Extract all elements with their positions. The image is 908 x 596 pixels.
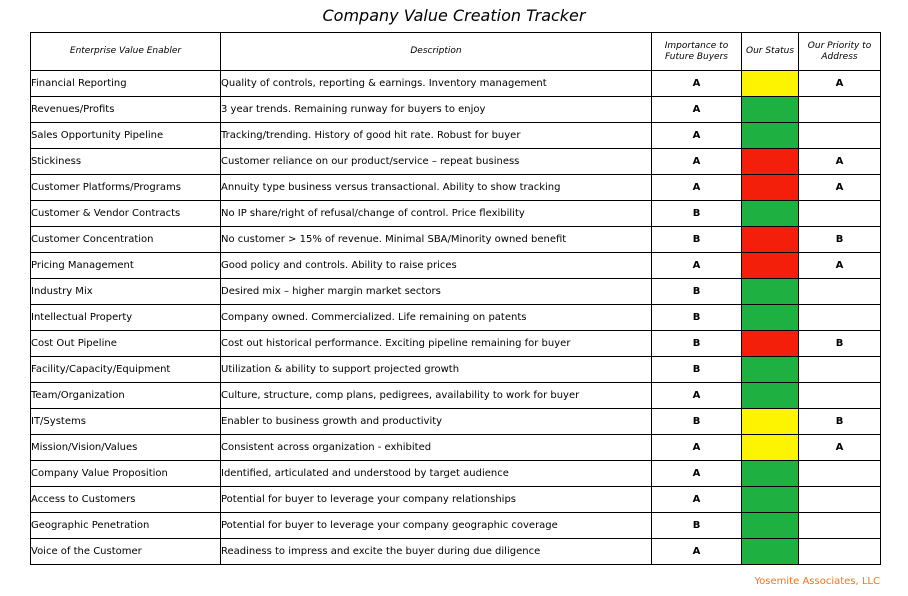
importance-cell: A — [652, 461, 742, 487]
description-cell: Culture, structure, comp plans, pedigrees, availability to work for buyer — [221, 383, 652, 409]
priority-cell: A — [799, 175, 881, 201]
description-cell: Customer reliance on our product/service – repeat business — [221, 149, 652, 175]
table-row — [31, 383, 881, 409]
description-cell: Utilization & ability to support projected growth — [221, 357, 652, 383]
enabler-cell: Company Value Proposition — [31, 461, 221, 487]
enabler-cell: Customer Platforms/Programs — [31, 175, 221, 201]
enabler-cell: Intellectual Property — [31, 305, 221, 331]
importance-cell: B — [652, 409, 742, 435]
priority-cell: A — [799, 435, 881, 461]
enabler-cell: Stickiness — [31, 149, 221, 175]
importance-cell: A — [652, 175, 742, 201]
status-cell — [742, 201, 799, 227]
value-tracker-table — [30, 32, 881, 565]
enabler-cell: Industry Mix — [31, 279, 221, 305]
importance-cell: A — [652, 71, 742, 97]
enabler-cell: IT/Systems — [31, 409, 221, 435]
importance-cell: B — [652, 201, 742, 227]
description-cell: Cost out historical performance. Exciting pipeline remaining for buyer — [221, 331, 652, 357]
status-cell — [742, 409, 799, 435]
priority-cell — [799, 97, 881, 123]
priority-cell: B — [799, 409, 881, 435]
column-header-priority: Our Priority to Address — [799, 33, 881, 71]
priority-cell — [799, 383, 881, 409]
table-row — [31, 227, 881, 253]
enabler-cell: Geographic Penetration — [31, 513, 221, 539]
status-cell — [742, 253, 799, 279]
priority-cell — [799, 123, 881, 149]
priority-cell — [799, 357, 881, 383]
importance-cell: B — [652, 357, 742, 383]
table-row — [31, 71, 881, 97]
table-row — [31, 97, 881, 123]
company-footer: Yosemite Associates, LLC — [754, 576, 880, 587]
table-row — [31, 279, 881, 305]
enabler-cell: Customer Concentration — [31, 227, 221, 253]
table-row — [31, 149, 881, 175]
status-cell — [742, 487, 799, 513]
enabler-cell: Mission/Vision/Values — [31, 435, 221, 461]
status-cell — [742, 227, 799, 253]
table-row — [31, 435, 881, 461]
description-cell: No IP share/right of refusal/change of control. Price flexibility — [221, 201, 652, 227]
enabler-cell: Customer & Vendor Contracts — [31, 201, 221, 227]
importance-cell: A — [652, 149, 742, 175]
table-row — [31, 487, 881, 513]
column-header-importance: Importance to Future Buyers — [652, 33, 742, 71]
table-row — [31, 357, 881, 383]
status-cell — [742, 149, 799, 175]
enabler-cell: Revenues/Profits — [31, 97, 221, 123]
description-cell: Readiness to impress and excite the buyer during due diligence — [221, 539, 652, 565]
status-cell — [742, 305, 799, 331]
priority-cell — [799, 279, 881, 305]
importance-cell: A — [652, 435, 742, 461]
enabler-cell: Access to Customers — [31, 487, 221, 513]
page-title: Company Value Creation Tracker — [322, 6, 586, 25]
priority-cell: B — [799, 227, 881, 253]
importance-cell: B — [652, 513, 742, 539]
priority-cell — [799, 487, 881, 513]
importance-cell: B — [652, 279, 742, 305]
description-cell: Potential for buyer to leverage your company relationships — [221, 487, 652, 513]
description-cell: Enabler to business growth and productivity — [221, 409, 652, 435]
table-row — [31, 201, 881, 227]
importance-cell: A — [652, 123, 742, 149]
importance-cell: A — [652, 97, 742, 123]
description-cell: Quality of controls, reporting & earnings. Inventory management — [221, 71, 652, 97]
importance-cell: B — [652, 331, 742, 357]
table-row — [31, 305, 881, 331]
table-row — [31, 513, 881, 539]
table-row — [31, 175, 881, 201]
enabler-cell: Pricing Management — [31, 253, 221, 279]
status-cell — [742, 123, 799, 149]
description-cell: Identified, articulated and understood by target audience — [221, 461, 652, 487]
header-row — [31, 33, 881, 71]
enabler-cell: Facility/Capacity/Equipment — [31, 357, 221, 383]
enabler-cell: Sales Opportunity Pipeline — [31, 123, 221, 149]
column-header-status: Our Status — [742, 33, 799, 71]
column-header-description: Description — [221, 33, 652, 71]
description-cell: Consistent across organization - exhibited — [221, 435, 652, 461]
enabler-cell: Financial Reporting — [31, 71, 221, 97]
status-cell — [742, 279, 799, 305]
priority-cell — [799, 461, 881, 487]
description-cell: Potential for buyer to leverage your company geographic coverage — [221, 513, 652, 539]
description-cell: Good policy and controls. Ability to raise prices — [221, 253, 652, 279]
importance-cell: A — [652, 253, 742, 279]
table-row — [31, 253, 881, 279]
description-cell: Company owned. Commercialized. Life remaining on patents — [221, 305, 652, 331]
importance-cell: A — [652, 539, 742, 565]
description-cell: Desired mix – higher margin market sectors — [221, 279, 652, 305]
priority-cell — [799, 539, 881, 565]
enabler-cell: Cost Out Pipeline — [31, 331, 221, 357]
priority-cell: A — [799, 253, 881, 279]
priority-cell — [799, 513, 881, 539]
enabler-cell: Voice of the Customer — [31, 539, 221, 565]
table-row — [31, 331, 881, 357]
enabler-cell: Team/Organization — [31, 383, 221, 409]
column-header-enabler: Enterprise Value Enabler — [31, 33, 221, 71]
importance-cell: A — [652, 487, 742, 513]
description-cell: 3 year trends. Remaining runway for buyers to enjoy — [221, 97, 652, 123]
priority-cell: A — [799, 71, 881, 97]
table-row — [31, 461, 881, 487]
status-cell — [742, 71, 799, 97]
priority-cell: A — [799, 149, 881, 175]
description-cell: Tracking/trending. History of good hit rate. Robust for buyer — [221, 123, 652, 149]
table-row — [31, 409, 881, 435]
status-cell — [742, 513, 799, 539]
importance-cell: B — [652, 227, 742, 253]
description-cell: No customer > 15% of revenue. Minimal SBA/Minority owned benefit — [221, 227, 652, 253]
status-cell — [742, 383, 799, 409]
priority-cell — [799, 201, 881, 227]
importance-cell: B — [652, 305, 742, 331]
priority-cell — [799, 305, 881, 331]
table-row — [31, 539, 881, 565]
importance-cell: A — [652, 383, 742, 409]
status-cell — [742, 435, 799, 461]
table-row — [31, 123, 881, 149]
status-cell — [742, 331, 799, 357]
description-cell: Annuity type business versus transactional. Ability to show tracking — [221, 175, 652, 201]
status-cell — [742, 357, 799, 383]
status-cell — [742, 175, 799, 201]
table-body — [31, 71, 881, 565]
priority-cell: B — [799, 331, 881, 357]
status-cell — [742, 461, 799, 487]
status-cell — [742, 539, 799, 565]
status-cell — [742, 97, 799, 123]
